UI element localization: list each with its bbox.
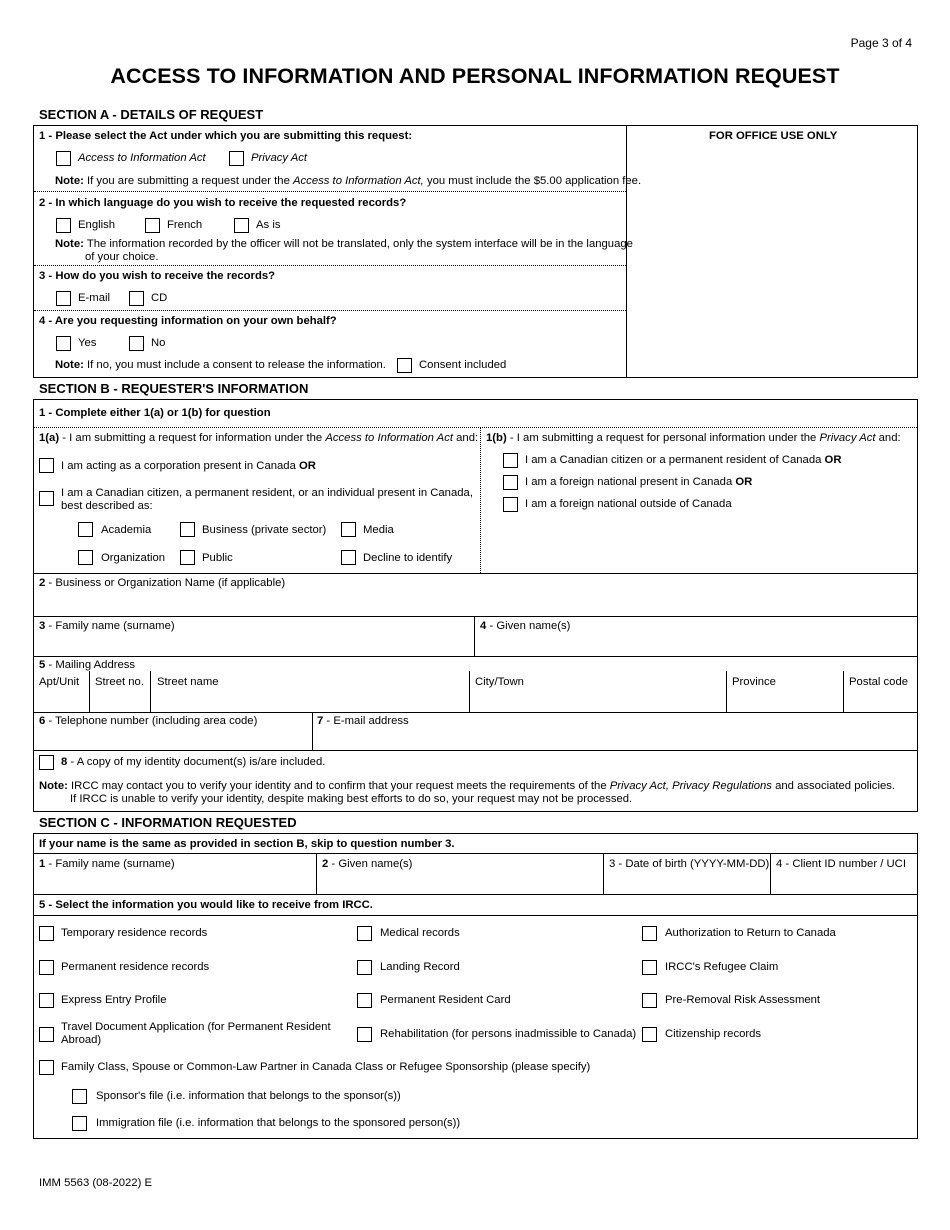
medical-records-checkbox[interactable] — [357, 926, 372, 941]
a-q3-label: 3 - How do you wish to receive the records? — [39, 270, 276, 282]
rehabilitation-label: Rehabilitation (for persons inadmissible to Canada) — [380, 1028, 637, 1040]
postal-code-label: Postal code — [849, 676, 909, 688]
academia-checkbox[interactable] — [78, 522, 93, 537]
a-q4-label: 4 - Are you requesting information on your own behalf? — [39, 315, 337, 327]
sponsor-file-label: Sponsor's file (i.e. information that belongs to the sponsor(s)) — [96, 1090, 401, 1102]
public-label: Public — [202, 552, 233, 564]
foreign-present-label: I am a foreign national present in Canada OR — [525, 476, 753, 488]
identity-documents-label: 8 - A copy of my identity document(s) is/are included. — [61, 756, 326, 768]
temporary-residence-label: Temporary residence records — [61, 927, 208, 939]
section-a-heading: SECTION A - DETAILS OF REQUEST — [39, 107, 264, 122]
b-q1a-label: 1(a) - I am submitting a request for information under the Access to Information Act and: — [39, 432, 479, 444]
divider — [34, 656, 917, 657]
foreign-present-checkbox[interactable] — [503, 475, 518, 490]
b-note-line2: If IRCC is unable to verify your identity, despite making best efforts to do so, your request may not be processed. — [70, 793, 633, 805]
academia-label: Academia — [101, 524, 152, 536]
apt-unit-label: Apt/Unit — [39, 676, 80, 688]
telephone-label: 6 - Telephone number (including area code) — [39, 715, 258, 727]
business-name-input[interactable] — [34, 590, 917, 616]
prra-checkbox[interactable] — [642, 993, 657, 1008]
express-entry-label: Express Entry Profile — [61, 994, 167, 1006]
date-of-birth-input[interactable] — [604, 872, 770, 894]
b-q1-label: 1 - Complete either 1(a) or 1(b) for question — [39, 407, 271, 419]
a-q2-note: Note: The information recorded by the officer will not be translated, only the system interface will be in the language — [55, 238, 633, 250]
given-name-label: 4 - Given name(s) — [480, 620, 571, 632]
canadian-citizen-checkbox[interactable] — [503, 453, 518, 468]
individual-label-line1: I am a Canadian citizen, a permanent resident, or an individual present in Canada, — [61, 487, 473, 499]
temporary-residence-checkbox[interactable] — [39, 926, 54, 941]
b-q1-divider — [480, 427, 481, 573]
privacy-act-label: Privacy Act — [251, 152, 308, 164]
family-class-checkbox[interactable] — [39, 1060, 54, 1075]
decline-to-identify-label: Decline to identify — [363, 552, 453, 564]
city-town-label: City/Town — [475, 676, 524, 688]
email-option-label: E-mail — [78, 292, 111, 304]
decline-to-identify-checkbox[interactable] — [341, 550, 356, 565]
organization-label: Organization — [101, 552, 166, 564]
addr-divider — [843, 671, 844, 712]
individual-checkbox[interactable] — [39, 491, 54, 506]
family-name-label: 3 - Family name (surname) — [39, 620, 175, 632]
canadian-citizen-label: I am a Canadian citizen or a permanent resident of Canada OR — [525, 454, 842, 466]
a-q1-note: Note: If you are submitting a request under the Access to Information Act, you must include the $5.00 application fee. — [55, 175, 642, 187]
as-is-label: As is — [256, 219, 281, 231]
immigration-file-checkbox[interactable] — [72, 1116, 87, 1131]
as-is-checkbox[interactable] — [234, 218, 249, 233]
divider — [34, 427, 917, 428]
business-checkbox[interactable] — [180, 522, 195, 537]
given-name-input[interactable] — [475, 633, 917, 656]
section-b-heading: SECTION B - REQUESTER'S INFORMATION — [39, 381, 309, 396]
form-title: ACCESS TO INFORMATION AND PERSONAL INFORMATION REQUEST — [110, 64, 840, 88]
c-q5-label: 5 - Select the information you would like to receive from IRCC. — [39, 899, 373, 911]
form-id: IMM 5563 (08-2022) E — [39, 1177, 153, 1189]
access-act-label: Access to Information Act — [78, 152, 206, 164]
media-label: Media — [363, 524, 394, 536]
a-q2-label: 2 - In which language do you wish to receive the requested records? — [39, 197, 407, 209]
authorization-return-checkbox[interactable] — [642, 926, 657, 941]
email-address-label: 7 - E-mail address — [317, 715, 409, 727]
addr-divider — [469, 671, 470, 712]
public-checkbox[interactable] — [180, 550, 195, 565]
business-label: Business (private sector) — [202, 524, 327, 536]
divider — [34, 750, 917, 751]
a-q2-note-line2: of your choice. — [85, 251, 159, 263]
business-name-label: 2 - Business or Organization Name (if applicable) — [39, 577, 286, 589]
travel-document-label-line1: Travel Document Application (for Permanent Resident — [61, 1021, 331, 1033]
cd-checkbox[interactable] — [129, 291, 144, 306]
organization-checkbox[interactable] — [78, 550, 93, 565]
addr-divider — [150, 671, 151, 712]
prra-label: Pre-Removal Risk Assessment — [665, 994, 821, 1006]
street-no-label: Street no. — [95, 676, 144, 688]
telephone-input[interactable] — [34, 729, 312, 750]
mailing-address-label: 5 - Mailing Address — [39, 659, 136, 671]
privacy-act-checkbox[interactable] — [229, 151, 244, 166]
refugee-claim-label: IRCC's Refugee Claim — [665, 961, 779, 973]
divider — [34, 191, 626, 192]
permanent-residence-checkbox[interactable] — [39, 960, 54, 975]
travel-document-label-line2: Abroad) — [61, 1034, 102, 1046]
family-name-input[interactable] — [34, 633, 474, 656]
individual-label-line2: best described as: — [61, 500, 153, 512]
rehabilitation-checkbox[interactable] — [357, 1027, 372, 1042]
province-label: Province — [732, 676, 776, 688]
pr-card-checkbox[interactable] — [357, 993, 372, 1008]
addr-divider — [89, 671, 90, 712]
divider — [34, 712, 917, 713]
english-checkbox[interactable] — [56, 218, 71, 233]
section-c-heading: SECTION C - INFORMATION REQUESTED — [39, 815, 297, 830]
divider — [34, 915, 917, 916]
b-note: Note: IRCC may contact you to verify your identity and to confirm that your request meets the requirements of the Privacy Act, Privacy Regulations and associated policies. — [39, 780, 896, 792]
english-label: English — [78, 219, 116, 231]
c-family-name-label: 1 - Family name (surname) — [39, 858, 175, 870]
c-intro: If your name is the same as provided in section B, skip to question number 3. — [39, 838, 455, 850]
no-checkbox[interactable] — [129, 336, 144, 351]
travel-document-checkbox[interactable] — [39, 1027, 54, 1042]
c-given-name-input[interactable] — [317, 872, 603, 894]
client-id-input[interactable] — [771, 872, 917, 894]
landing-record-label: Landing Record — [380, 961, 460, 973]
a-q4-note: Note: If no, you must include a consent to release the information. — [55, 359, 386, 371]
foreign-outside-checkbox[interactable] — [503, 497, 518, 512]
french-checkbox[interactable] — [145, 218, 160, 233]
permanent-residence-label: Permanent residence records — [61, 961, 210, 973]
no-label: No — [151, 337, 166, 349]
office-divider — [626, 125, 627, 378]
email-address-input[interactable] — [313, 729, 917, 750]
email-checkbox[interactable] — [56, 291, 71, 306]
corporation-label: I am acting as a corporation present in Canada OR — [61, 460, 316, 472]
c-family-name-input[interactable] — [34, 872, 316, 894]
citizenship-records-label: Citizenship records — [665, 1028, 762, 1040]
identity-documents-checkbox[interactable] — [39, 755, 54, 770]
citizenship-records-checkbox[interactable] — [642, 1027, 657, 1042]
sponsor-file-checkbox[interactable] — [72, 1089, 87, 1104]
divider — [34, 894, 917, 895]
addr-divider — [726, 671, 727, 712]
yes-checkbox[interactable] — [56, 336, 71, 351]
access-to-information-act-checkbox[interactable] — [56, 151, 71, 166]
b-q1b-label: 1(b) - I am submitting a request for personal information under the Privacy Act and: — [486, 432, 901, 444]
refugee-claim-checkbox[interactable] — [642, 960, 657, 975]
street-name-label: Street name — [157, 676, 219, 688]
consent-included-checkbox[interactable] — [397, 358, 412, 373]
divider — [34, 573, 917, 574]
pr-card-label: Permanent Resident Card — [380, 994, 511, 1006]
foreign-outside-label: I am a foreign national outside of Canada — [525, 498, 732, 510]
consent-included-label: Consent included — [419, 359, 507, 371]
authorization-return-label: Authorization to Return to Canada — [665, 927, 836, 939]
medical-records-label: Medical records — [380, 927, 460, 939]
express-entry-checkbox[interactable] — [39, 993, 54, 1008]
office-use-label: FOR OFFICE USE ONLY — [709, 130, 838, 142]
corporation-checkbox[interactable] — [39, 458, 54, 473]
immigration-file-label: Immigration file (i.e. information that belongs to the sponsored person(s)) — [96, 1117, 461, 1129]
c-given-name-label: 2 - Given name(s) — [322, 858, 413, 870]
divider — [34, 265, 626, 266]
media-checkbox[interactable] — [341, 522, 356, 537]
client-id-label: 4 - Client ID number / UCI — [776, 858, 906, 870]
french-label: French — [167, 219, 203, 231]
divider — [34, 616, 917, 617]
cd-label: CD — [151, 292, 168, 304]
a-q1-label: 1 - Please select the Act under which you are submitting this request: — [39, 130, 413, 142]
date-of-birth-label: 3 - Date of birth (YYYY-MM-DD) — [609, 858, 770, 870]
page-number: Page 3 of 4 — [850, 36, 912, 50]
family-class-label: Family Class, Spouse or Common-Law Partner in Canada Class or Refugee Sponsorship (please specify) — [61, 1061, 591, 1073]
landing-record-checkbox[interactable] — [357, 960, 372, 975]
divider — [34, 853, 917, 854]
divider — [34, 310, 626, 311]
yes-label: Yes — [78, 337, 97, 349]
